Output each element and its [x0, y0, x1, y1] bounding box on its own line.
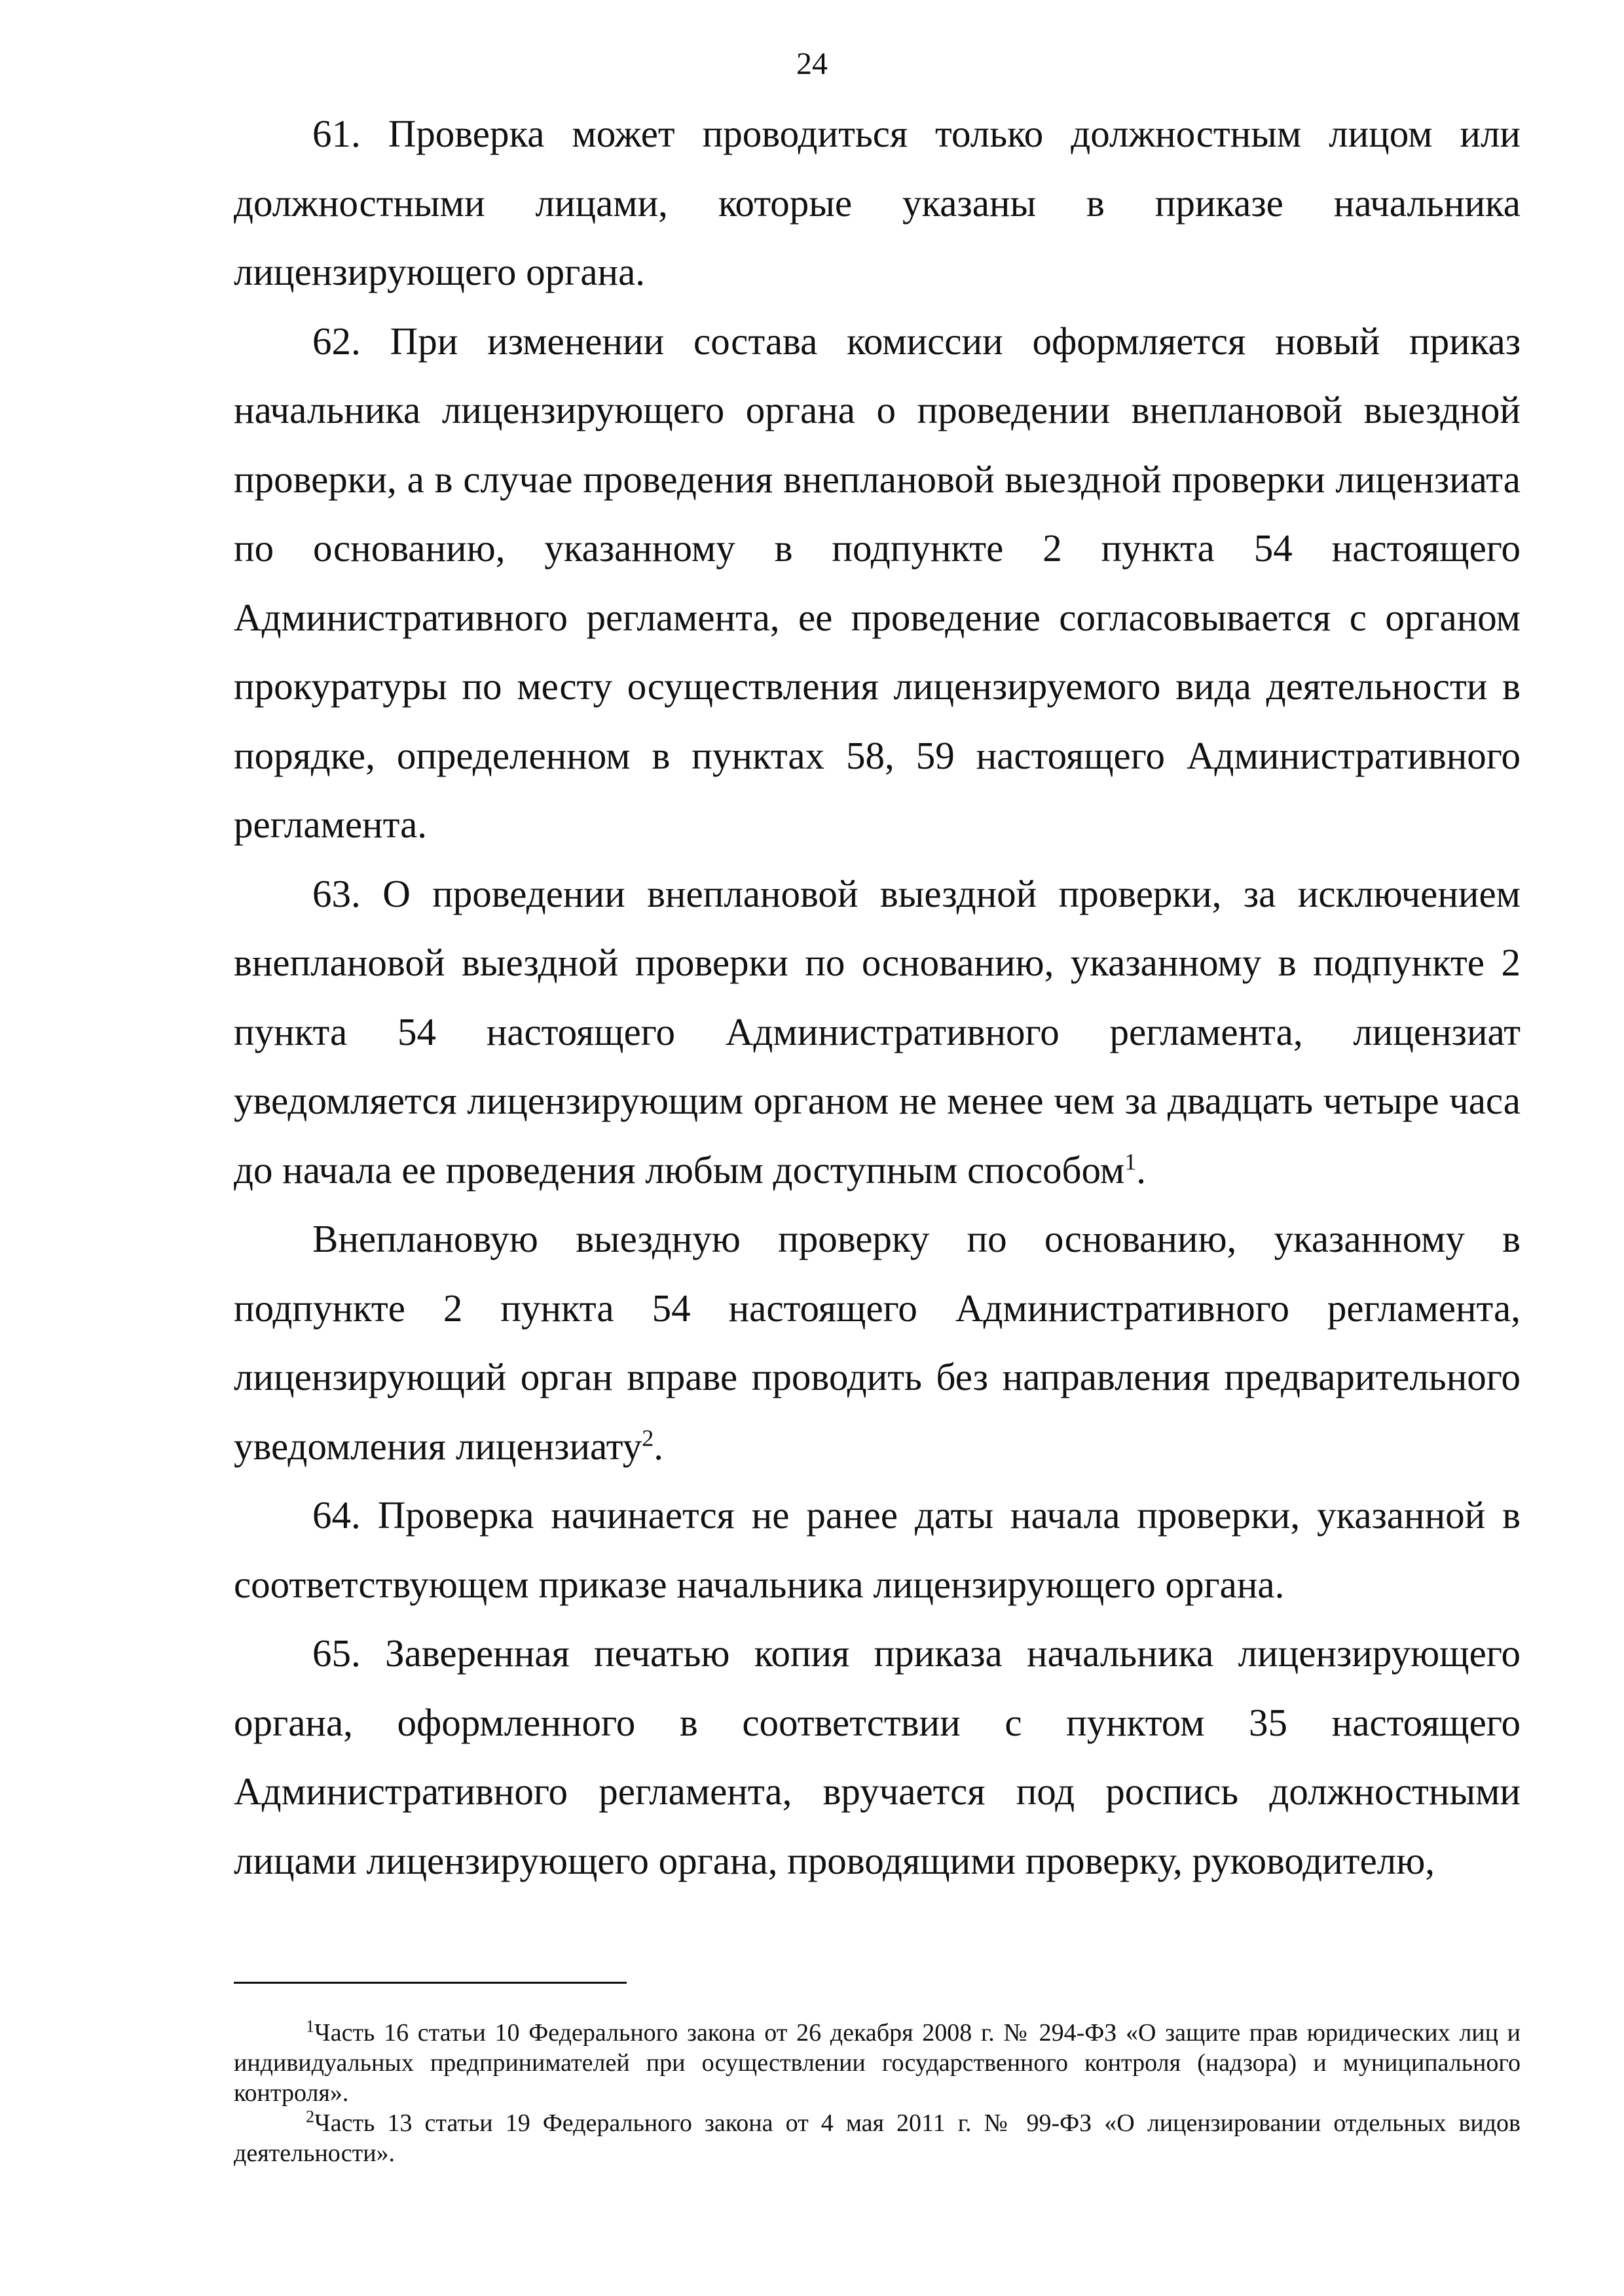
page-number: 24 — [796, 46, 828, 81]
footnotes — [234, 2018, 1521, 2168]
paragraph-number: 61. — [312, 112, 361, 155]
footnote-text: Часть 13 статьи 19 Федерального закона от 4 мая 2011 г. № 99-ФЗ «О лицензировании отдельных видов деятельности». — [234, 2109, 1521, 2167]
footnote-reference-1: 1 — [1124, 1148, 1137, 1175]
paragraph-number: 64. — [312, 1493, 361, 1537]
footnote-marker: 1 — [306, 2016, 314, 2036]
paragraph-text: Заверенная печатью копия приказа начальника лицензирующего органа, оформленного в соответствии с пунктом 35 настоящего Административного регламента, вручается под роспись должностными лицами лицензирующего органа, проводящими проверку, руководителю, — [234, 1631, 1521, 1882]
document-body — [234, 100, 1521, 1895]
paragraph-text: При изменении состава комиссии оформляется новый приказ начальника лицензирующего органа о проведении внеплановой выездной проверки, а в случае проведения внеплановой выездной проверки лицензиата по основанию, указанному в подпункте 2 пункта 54 настоящего Административного регламента, ее проведение согласовывается с органом прокуратуры по месту осуществления лицензируемого вида деятельности в порядке, определенном в пунктах 58, 59 настоящего Административного регламента. — [234, 319, 1521, 846]
footnote-marker: 2 — [306, 2107, 314, 2126]
paragraph-text: Внеплановую выездную проверку по основанию, указанному в подпункте 2 пункта 54 настоящего Административного регламента, лицензирующий орган вправе проводить без направления предварительного уведомления лицензиату — [234, 1217, 1521, 1468]
paragraph-number: 65. — [312, 1631, 361, 1675]
paragraph-text: Проверка начинается не ранее даты начала проверки, указанной в соответствующем приказе начальника лицензирующего органа. — [234, 1493, 1521, 1606]
paragraph-text: О проведении внеплановой выездной проверки, за исключением внеплановой выездной проверки по основанию, указанному в подпункте 2 пункта 54 настоящего Административного регламента, лицензиат уведомляется лицензирующим органом не менее чем за двадцать четыре часа до начала ее проведения любым доступным способом — [234, 871, 1521, 1192]
footnote-text: Часть 16 статьи 10 Федерального закона от 26 декабря 2008 г. № 294-ФЗ «О защите прав юридических лиц и индивидуальных предпринимателей при осуществлении государственного контроля (надзора) и муниципального контроля». — [234, 2019, 1521, 2107]
paragraph-number: 63. — [312, 871, 361, 915]
paragraph-text: Проверка может проводиться только должностным лицом или должностными лицами, которые указаны в приказе начальника лицензирующего органа. — [234, 112, 1521, 293]
paragraph-64 — [234, 1481, 1521, 1619]
paragraph-tail: . — [1136, 1148, 1147, 1192]
paragraph-62 — [234, 307, 1521, 860]
footnote-divider — [234, 1982, 627, 1984]
paragraph-number: 62. — [312, 319, 361, 363]
paragraph-63 — [234, 860, 1521, 1205]
paragraph-tail: . — [654, 1424, 663, 1468]
paragraph-63-continuation — [234, 1205, 1521, 1481]
footnote-reference-2: 2 — [642, 1424, 654, 1451]
paragraph-65 — [234, 1619, 1521, 1895]
footnote-2 — [234, 2108, 1521, 2168]
footnote-1 — [234, 2018, 1521, 2108]
paragraph-61 — [234, 100, 1521, 307]
